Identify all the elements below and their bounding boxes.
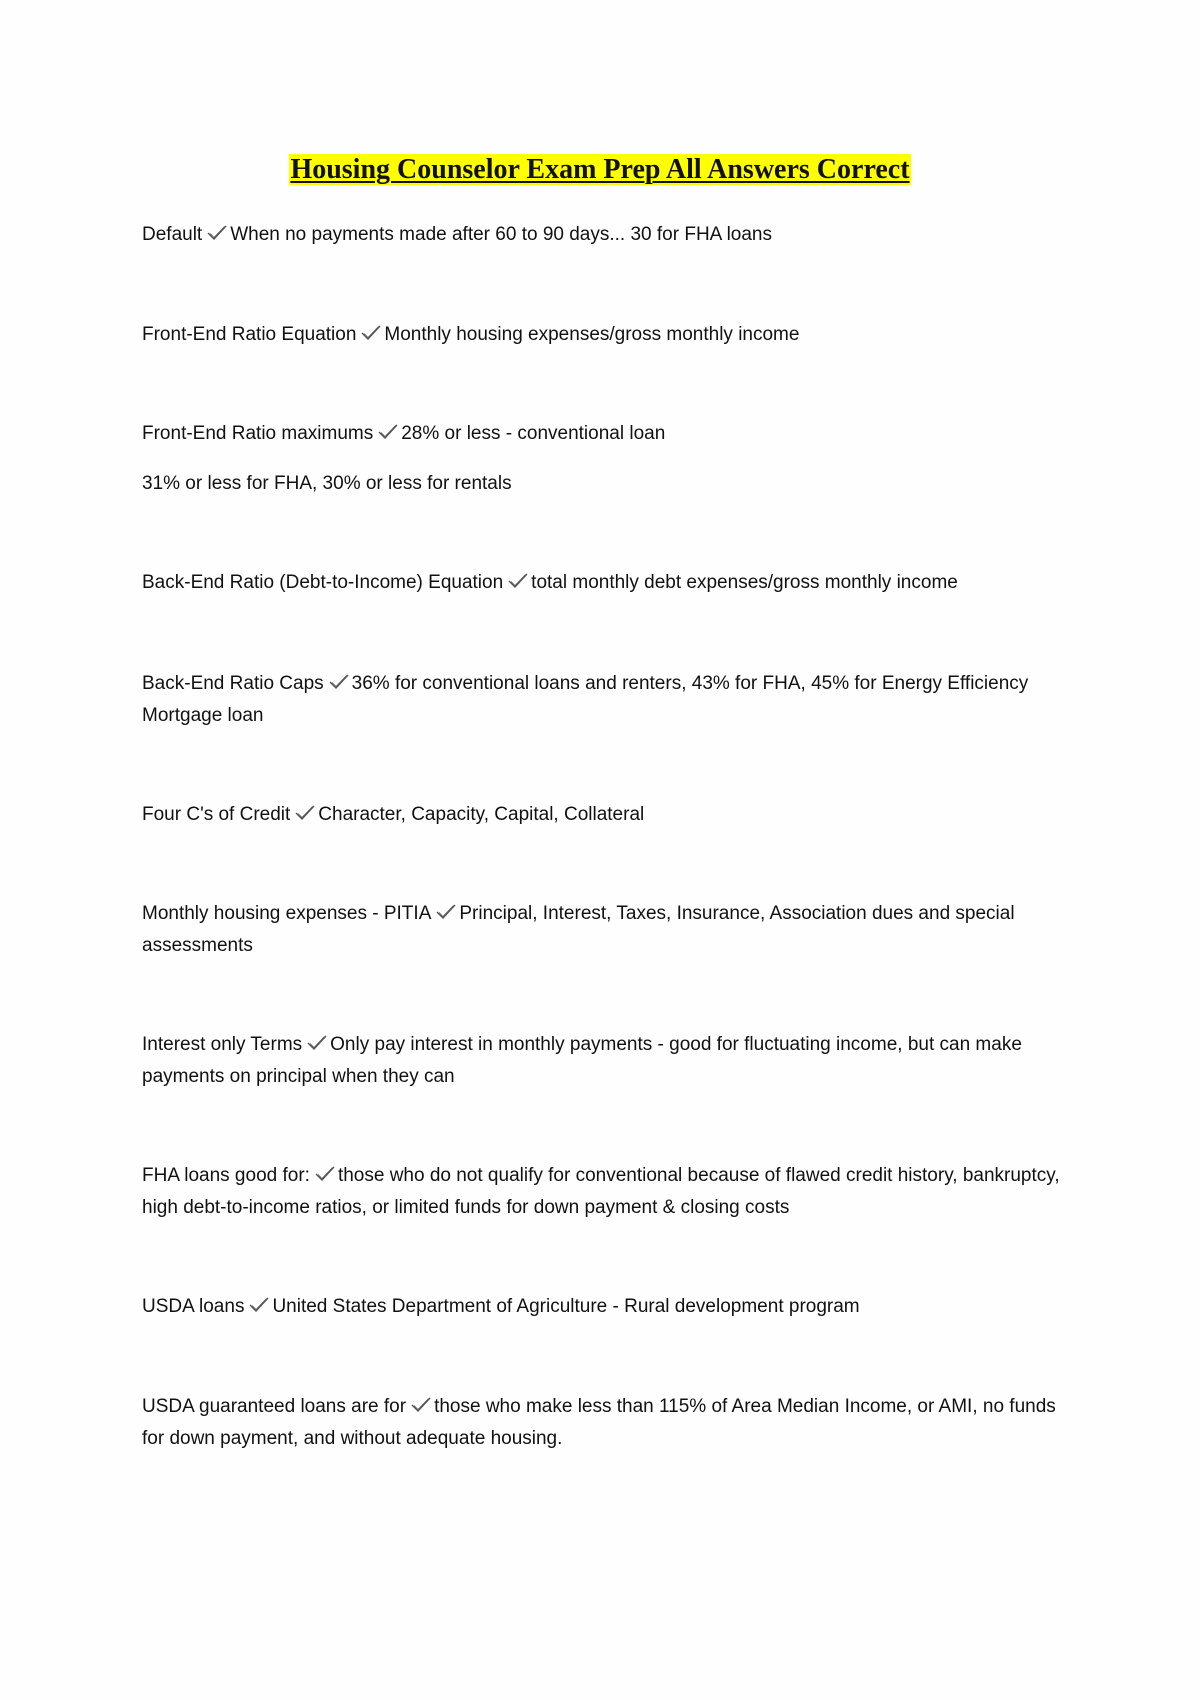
entry-answer: total monthly debt expenses/gross monthly income bbox=[531, 572, 958, 593]
entry-answer: those who do not qualify for conventional because of flawed credit history, bankruptcy, high debt-to-income ratios, or limited funds for down payment & closing costs bbox=[142, 1165, 1060, 1218]
qa-entry-front-end-ratio-maximums bbox=[142, 418, 1062, 450]
qa-entry-usda-guaranteed-loans bbox=[142, 1391, 1062, 1455]
qa-entry-monthly-housing-expenses bbox=[142, 898, 1062, 962]
entry-term: Front-End Ratio Equation bbox=[142, 324, 357, 345]
entry-term: FHA loans good for: bbox=[142, 1165, 310, 1186]
checkmark-icon bbox=[248, 1296, 270, 1314]
qa-entry-front-end-ratio-equation bbox=[142, 319, 1062, 351]
entry-answer: Only pay interest in monthly payments - good for fluctuating income, but can make payments on principal when they can bbox=[142, 1034, 1022, 1087]
qa-entry-back-end-ratio-equation bbox=[142, 567, 1062, 599]
entry-answer: 36% for conventional loans and renters, 43% for FHA, 45% for Energy Efficiency Mortgage loan bbox=[142, 673, 1029, 726]
checkmark-icon bbox=[206, 224, 228, 242]
entry-term: Four C's of Credit bbox=[142, 804, 291, 825]
entry-term: Front-End Ratio maximums bbox=[142, 423, 374, 444]
checkmark-icon bbox=[314, 1165, 336, 1183]
entry-answer: 28% or less - conventional loan bbox=[401, 423, 666, 444]
checkmark-icon bbox=[410, 1396, 432, 1414]
entry-term: Interest only Terms bbox=[142, 1034, 303, 1055]
entry-answer: Character, Capacity, Capital, Collateral bbox=[318, 804, 645, 825]
qa-entry-default bbox=[142, 219, 1062, 251]
qa-entry-fha-loans-good-for bbox=[142, 1160, 1062, 1224]
qa-entry-back-end-ratio-caps bbox=[142, 668, 1062, 732]
entry-answer: When no payments made after 60 to 90 days... 30 for FHA loans bbox=[230, 224, 772, 245]
entry-term: Back-End Ratio Caps bbox=[142, 673, 324, 694]
checkmark-icon bbox=[306, 1034, 328, 1052]
checkmark-icon bbox=[360, 324, 382, 342]
entry-term: Default bbox=[142, 224, 203, 245]
checkmark-icon bbox=[328, 673, 350, 691]
entry-answer: those who make less than 115% of Area Median Income, or AMI, no funds for down payment, and without adequate housing. bbox=[142, 1396, 1056, 1449]
checkmark-icon bbox=[294, 804, 316, 822]
qa-entry-usda-loans bbox=[142, 1291, 1062, 1323]
entry-answer: Monthly housing expenses/gross monthly income bbox=[384, 324, 800, 345]
checkmark-icon bbox=[435, 903, 457, 921]
qa-entry-interest-only-terms bbox=[142, 1029, 1062, 1093]
document-title: Housing Counselor Exam Prep All Answers Correct bbox=[290, 154, 910, 185]
entry-answer: United States Department of Agriculture - Rural development program bbox=[272, 1296, 860, 1317]
qa-entry-extra-line bbox=[142, 468, 1062, 500]
qa-entry-four-cs-of-credit bbox=[142, 799, 1062, 831]
entry-term: Back-End Ratio (Debt-to-Income) Equation bbox=[142, 572, 504, 593]
entry-term: USDA guaranteed loans are for bbox=[142, 1396, 407, 1417]
entry-extra: 31% or less for FHA, 30% or less for rentals bbox=[142, 473, 512, 494]
checkmark-icon bbox=[377, 423, 399, 441]
entry-term: USDA loans bbox=[142, 1296, 245, 1317]
entry-term: Monthly housing expenses - PITIA bbox=[142, 903, 432, 924]
entry-answer: Principal, Interest, Taxes, Insurance, Association dues and special assessments bbox=[142, 903, 1015, 956]
checkmark-icon bbox=[507, 572, 529, 590]
